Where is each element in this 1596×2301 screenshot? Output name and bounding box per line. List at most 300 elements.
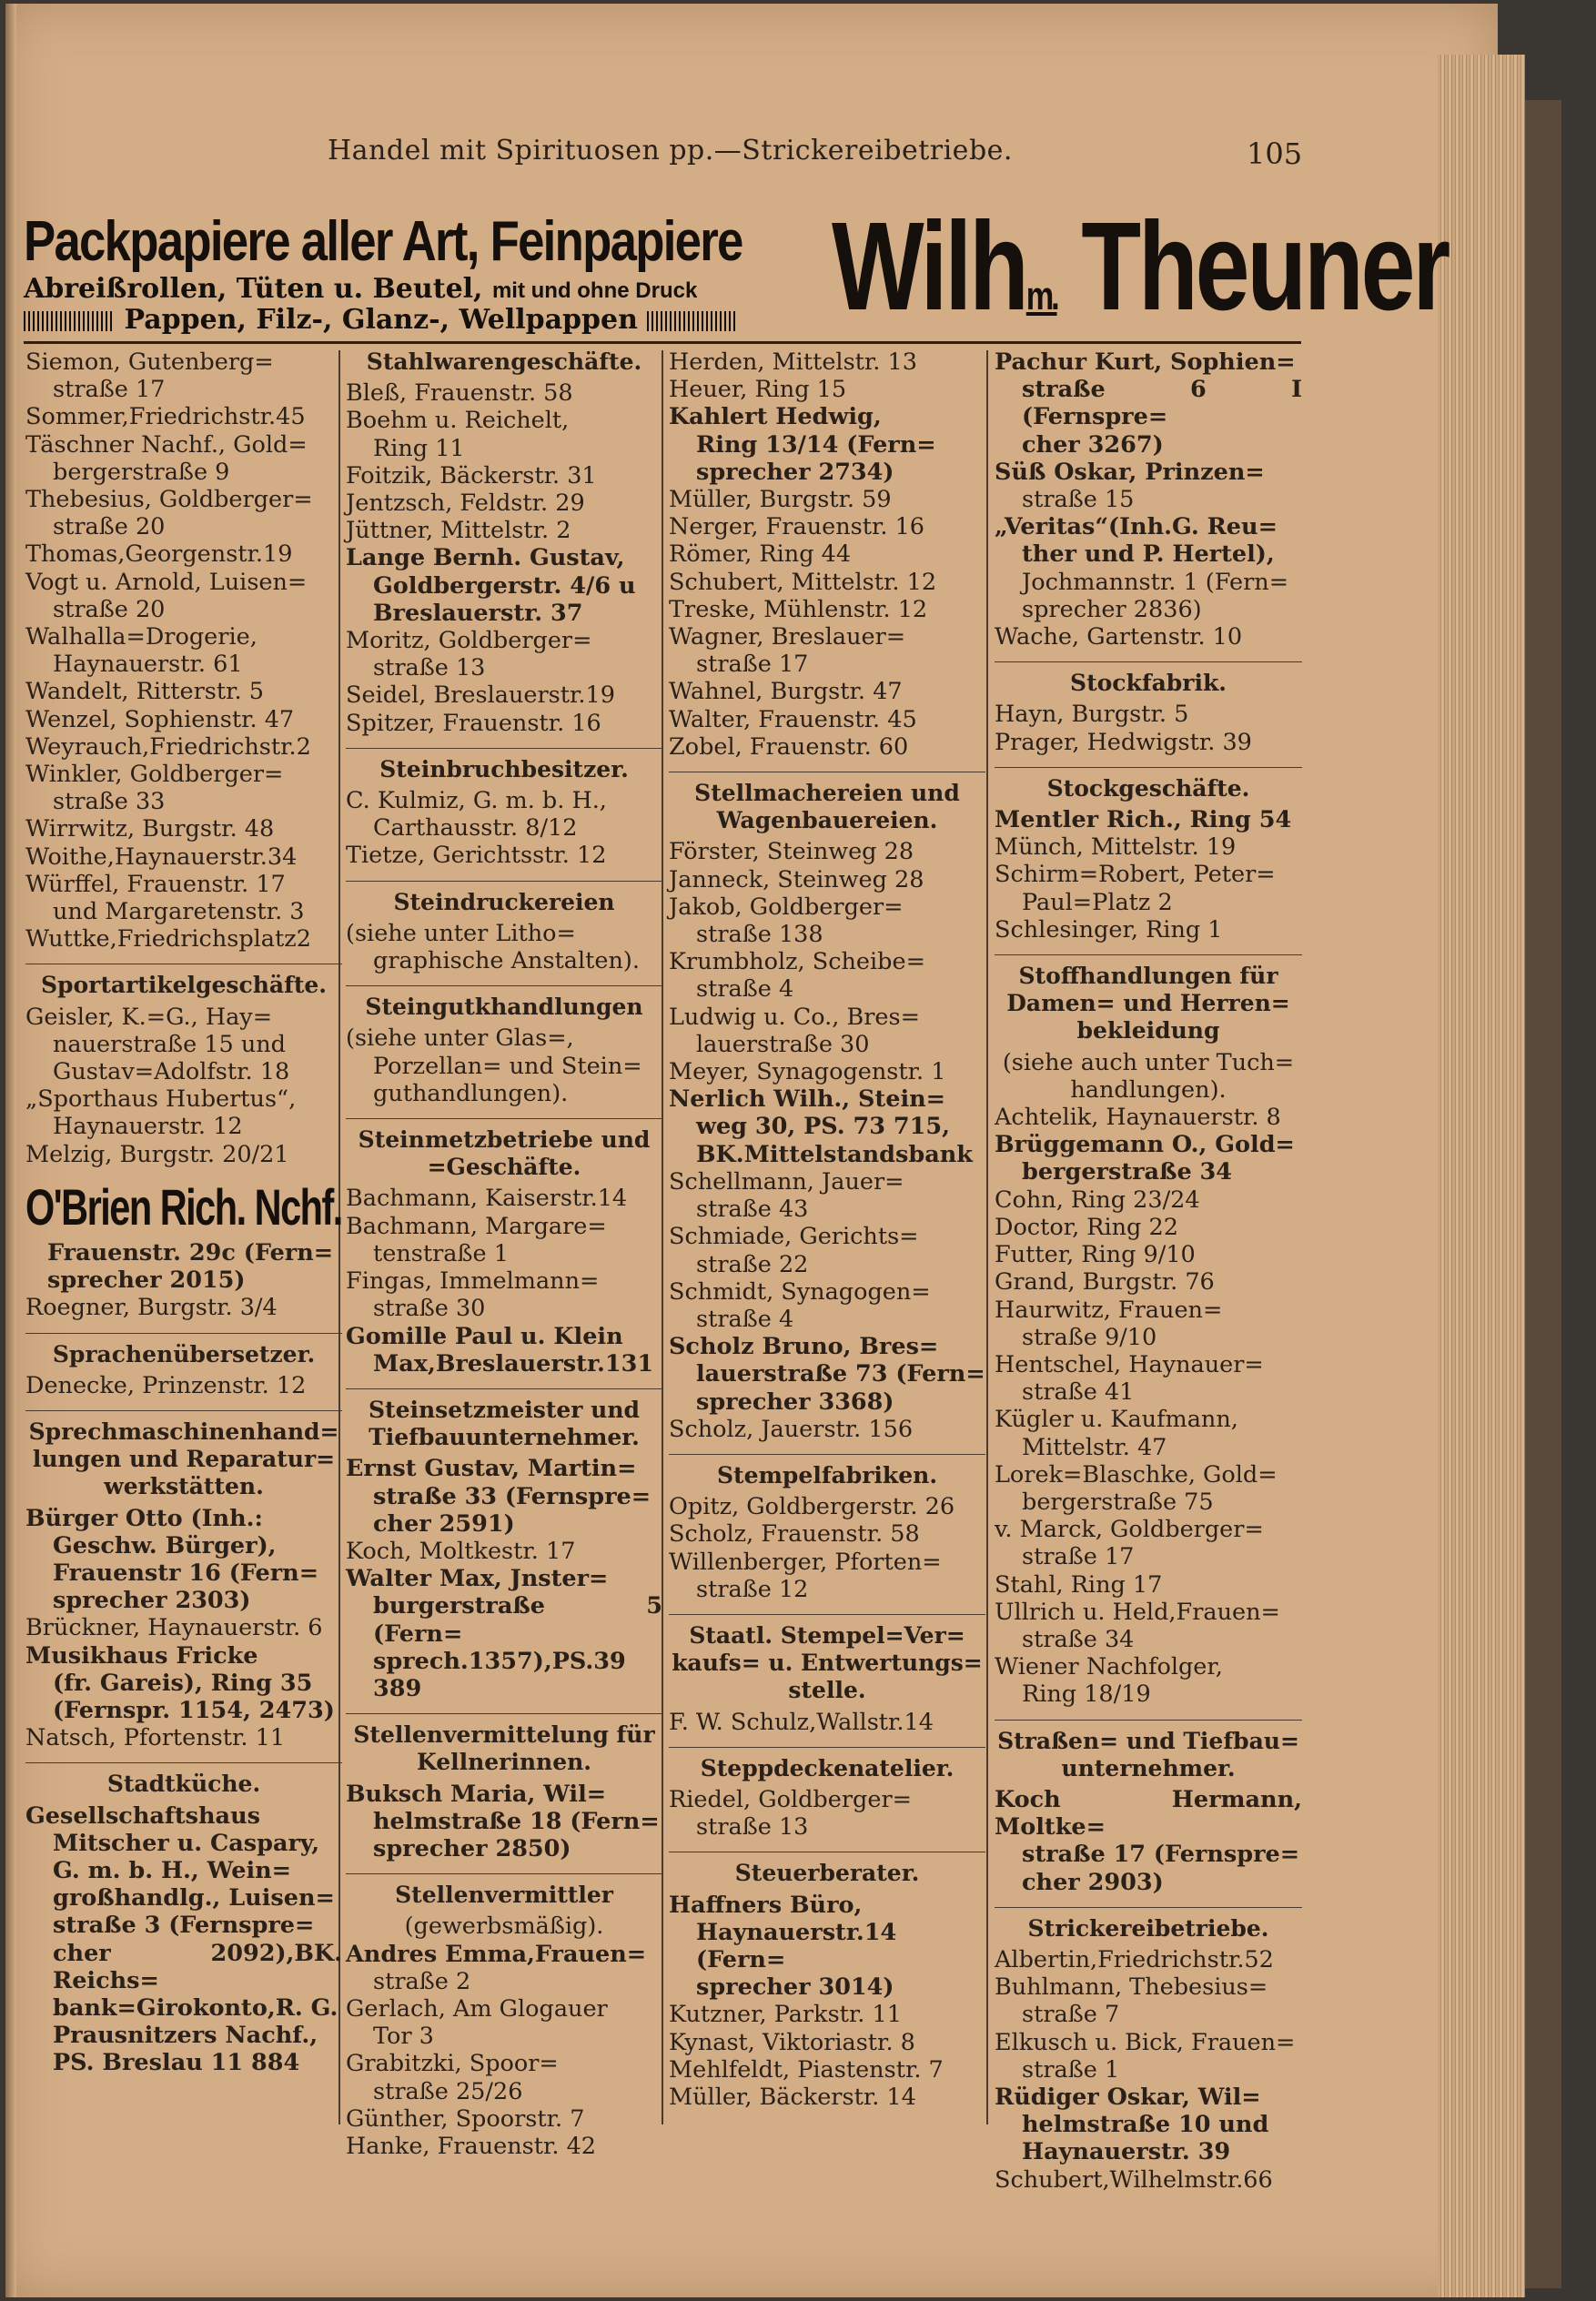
entry-name-line: Hanke, Frauenstr. 42 (346, 2132, 597, 2160)
entry-name-line: Musikhaus Fricke (25, 1641, 258, 1670)
entry-name-line: Schubert, Mittelstr. 12 (669, 568, 937, 596)
directory-entry (346, 2133, 662, 2160)
directory-entry (669, 2056, 985, 2084)
entry-name-line: (siehe unter Litho= (346, 919, 576, 947)
entry-address-line: bank=Girokonto,R. G. (53, 1993, 338, 2022)
column-1 (25, 348, 342, 2132)
entry-address-line: straße 25/26 (373, 2077, 523, 2105)
entry-address-line: nauerstraße 15 und (53, 1030, 287, 1058)
entry-address-line: straße 17 (696, 651, 809, 679)
entry-address-line: Paul=Platz 2 (1022, 888, 1173, 916)
entry-name-line: Scholz Bruno, Bres= (669, 1333, 939, 1361)
entry-name-line: Schellmann, Jauer= (669, 1167, 904, 1196)
entry-address-line: straße 138 (696, 921, 823, 949)
directory-entry (25, 1141, 342, 1168)
entry-name-line: (siehe unter Glas=, (346, 1024, 574, 1053)
section-heading: Steinbruchbesitzer. (346, 748, 662, 783)
directory-entry (669, 623, 985, 678)
entry-address-line: Haynauerstr.14 (Fern= (696, 1918, 897, 1973)
entry-name-line: Müller, Burgstr. 59 (669, 486, 892, 514)
entry-name-line: Cohn, Ring 23/24 (995, 1186, 1200, 1214)
directory-entry (346, 1024, 662, 1107)
section-heading: Stempelfabriken. (669, 1454, 985, 1489)
directory-entry (346, 544, 662, 627)
directory-entry (995, 348, 1302, 459)
entry-name-line: Winkler, Goldberger= (25, 761, 284, 789)
entry-address-line: Mitscher u. Caspary, (53, 1829, 320, 1857)
section-heading: Staatl. Stempel=Ver= kaufs= u. Entwertungs= stelle. (669, 1614, 985, 1705)
directory-entry (25, 761, 342, 815)
entry-name-line: Thomas,Georgenstr.19 (25, 540, 293, 569)
entry-name-line: Spitzer, Frauenstr. 16 (346, 709, 601, 737)
entry-address-line: sprecher 2303) (53, 1587, 251, 1615)
entry-name-line: Wiener Nachfolger, (995, 1653, 1223, 1681)
entry-name-line: Woithe,Haynauerstr.34 (25, 843, 298, 871)
directory-entry (346, 1565, 662, 1702)
barcode-ornament-left (24, 311, 115, 331)
directory-entry (346, 1538, 662, 1565)
entry-name-line: F. W. Schulz,Wallstr.14 (669, 1708, 934, 1736)
entry-name-line: Ludwig u. Co., Bres= (669, 1003, 920, 1031)
entry-name-line: Wandelt, Ritterstr. 5 (25, 678, 264, 706)
directory-entry (669, 1892, 985, 2002)
entry-name-line: Kutzner, Parkstr. 11 (669, 2001, 902, 2029)
entry-address-line: straße 22 (696, 1250, 809, 1278)
directory-entry (669, 596, 985, 623)
entry-name-line: Andres Emma,Frauen= (346, 1940, 647, 1968)
entry-address-line: Ring 11 (373, 434, 465, 462)
entry-address-line: straße 17 (Fernspre= (1022, 1841, 1300, 1869)
directory-entry (669, 866, 985, 893)
entry-address-line: Tor 3 (373, 2023, 434, 2051)
entry-name-line: Scholz, Frauenstr. 58 (669, 1520, 920, 1549)
entry-name-line: Fingas, Immelmann= (346, 1267, 600, 1296)
entry-name-line: Gerlach, Am Glogauer (346, 1994, 608, 2023)
directory-entry (995, 1104, 1302, 1131)
directory-entry (669, 2084, 985, 2111)
entry-name-line: Prager, Hedwigstr. 39 (995, 728, 1252, 756)
directory-entry (995, 916, 1302, 944)
column-divider (986, 350, 988, 2124)
directory-entry (995, 833, 1302, 861)
entry-name-line: Stahl, Ring 17 (995, 1570, 1163, 1599)
section-heading: Steingutkhandlungen (346, 985, 662, 1021)
directory-entry (346, 1323, 662, 1378)
column-2 (346, 348, 662, 2160)
directory-entry (346, 1185, 662, 1212)
entry-address-line: (Fernspr. 1154, 2473) (53, 1696, 335, 1724)
entry-name-line: Mentler Rich., Ring 54 (995, 806, 1292, 834)
entry-address-line: Prausnitzers Nachf., (53, 2022, 318, 2050)
entry-name-line: Kynast, Viktoriastr. 8 (669, 2028, 915, 2056)
directory-entry (669, 486, 985, 513)
directory-entry (995, 1131, 1302, 1186)
entry-name-line: Walter Max, Jnster= (346, 1565, 609, 1593)
entry-address-line: Max,Breslauerstr.131 (373, 1349, 654, 1378)
entry-address-line: straße 20 (53, 513, 166, 541)
advert-line-3-text: Pappen, Filz-, Glanz-, Wellpappen (124, 304, 638, 336)
directory-entry (346, 710, 662, 737)
entry-name-line: „Veritas“(Inh.G. Reu= (995, 513, 1278, 541)
entry-address-line: Mittelstr. 47 (1022, 1433, 1167, 1461)
entry-address-line: sprech.1357),PS.39 389 (373, 1647, 626, 1702)
section-heading: Steppdeckenatelier. (669, 1747, 985, 1782)
entry-name-line: Vogt u. Arnold, Luisen= (25, 568, 308, 596)
entry-name-line: Wagner, Breslauer= (669, 623, 906, 651)
entry-address-line: straße 33 (53, 788, 166, 816)
directory-entry (995, 806, 1302, 833)
entry-name-line: Bleß, Frauenstr. 58 (346, 379, 573, 408)
advert-line-3 (24, 304, 738, 336)
entry-name-line: Kahlert Hedwig, (669, 403, 882, 431)
entry-name-line: Römer, Ring 44 (669, 540, 852, 569)
entry-name-line: Jakob, Goldberger= (669, 893, 904, 921)
directory-entry (25, 678, 342, 705)
entry-name-line: Riedel, Goldberger= (669, 1785, 913, 1813)
directory-entry (669, 348, 985, 376)
entry-address-line: straße 15 (1022, 486, 1135, 514)
firm-name-first: Wilh (832, 197, 1026, 337)
directory-entry (995, 1973, 1302, 2028)
entry-name-line: Roegner, Burgstr. 3/4 (25, 1294, 278, 1322)
directory-entry (995, 1599, 1302, 1653)
entry-address-line: straße 6 I (Fernspre= (1022, 376, 1302, 431)
directory-entry (25, 1505, 342, 1615)
page-number: 105 (1247, 136, 1303, 171)
entry-name-line: Buksch Maria, Wil= (346, 1780, 607, 1808)
firm-name-last: Theuner (1081, 197, 1449, 337)
entry-address-line: helmstraße 10 und (1022, 2111, 1269, 2139)
section-heading: Stoffhandlungen für Damen= und Herren= bekleidung (995, 954, 1302, 1045)
top-rule (24, 341, 1301, 344)
directory-entry (669, 569, 985, 596)
entry-address-line: sprecher 2850) (373, 1834, 571, 1862)
advert-line-2 (24, 273, 697, 305)
entry-name-line: Scholz, Jauerstr. 156 (669, 1415, 914, 1443)
directory-entry (669, 2001, 985, 2028)
directory-entry (995, 2029, 1302, 2084)
entry-name-line: Thebesius, Goldberger= (25, 486, 313, 514)
entry-name-line: Grabitzki, Spoor= (346, 2050, 559, 2078)
entry-address-line: cher 3267) (1022, 430, 1164, 459)
section-heading: Stellenvermittler (346, 1873, 662, 1909)
directory-entry (669, 1493, 985, 1520)
directory-entry (25, 871, 342, 925)
entry-address-line: PS. Breslau 11 884 (53, 2049, 300, 2077)
entry-address-line: straße 34 (1022, 1625, 1135, 1653)
directory-entry (346, 489, 662, 517)
directory-entry (346, 1267, 662, 1322)
page-fold-shadow (5, 4, 16, 2297)
directory-entry (669, 1786, 985, 1841)
directory-entry (669, 733, 985, 761)
entry-name-line: Melzig, Burgstr. 20/21 (25, 1140, 289, 1168)
obrien-address-line: Frauenstr. 29c (Fern= (47, 1238, 334, 1267)
entry-address-line: weg 30, PS. 73 715, (696, 1113, 951, 1141)
entry-address-line: bergerstraße 9 (53, 458, 230, 486)
entry-address-line: Goldbergerstr. 4/6 u (373, 571, 636, 600)
entry-address-line: straße 33 (Fernspre= (373, 1482, 652, 1510)
directory-entry (995, 1653, 1302, 1708)
entry-name-line: Süß Oskar, Prinzen= (995, 458, 1265, 486)
directory-entry (25, 1642, 342, 1725)
directory-entry (25, 1802, 342, 2077)
entry-name-line: Mehlfeldt, Piastenstr. 7 (669, 2055, 944, 2084)
directory-entry (346, 627, 662, 681)
entry-address-line: Frauenstr 16 (Fern= (53, 1559, 319, 1587)
entry-name-line: Schubert,Wilhelmstr.66 (995, 2165, 1273, 2194)
entry-name-line: Koch, Moltkestr. 17 (346, 1537, 576, 1565)
directory-entry (346, 379, 662, 407)
entry-address-line: straße 17 (1022, 1543, 1135, 1571)
entry-address-line: straße 2 (373, 1967, 471, 1995)
directory-entry (995, 2166, 1302, 2194)
entry-name-line: Natsch, Pfortenstr. 11 (25, 1724, 286, 1752)
entry-name-line: Walhalla=Drogerie, (25, 623, 258, 651)
entry-address-line: straße 12 (696, 1575, 809, 1603)
directory-entry (669, 948, 985, 1003)
directory-entry (346, 681, 662, 709)
directory-entry (25, 1372, 342, 1399)
directory-entry (669, 1549, 985, 1603)
entry-address-line: bergerstraße 34 (1022, 1158, 1233, 1186)
barcode-ornament-right (647, 311, 738, 331)
entry-address-line: straße 13 (373, 654, 486, 682)
entry-address-line: großhandlg., Luisen= (53, 1884, 335, 1912)
entry-address-line: lauerstraße 30 (696, 1030, 870, 1058)
entry-name-line: Schmiade, Gerichts= (669, 1223, 919, 1251)
entry-address-line: cher 2591) (373, 1509, 515, 1538)
entry-address-line: bergerstraße 75 (1022, 1488, 1214, 1516)
entry-name-line: Wache, Gartenstr. 10 (995, 623, 1243, 651)
entry-address-line: Carthausstr. 8/12 (373, 814, 578, 843)
entry-name-line: Hentschel, Haynauer= (995, 1350, 1264, 1378)
entry-address-line: straße 7 (1022, 2001, 1120, 2029)
entry-name-line: Hayn, Burgstr. 5 (995, 701, 1189, 729)
directory-entry (346, 787, 662, 842)
advert-line-2-main: Abreißrollen, Tüten u. Beutel, (24, 273, 483, 305)
directory-entry (669, 1223, 985, 1277)
entry-name-line: Pachur Kurt, Sophien= (995, 348, 1296, 376)
entry-address-line: straße 1 (1022, 2055, 1120, 2084)
directory-entry (669, 1058, 985, 1085)
obrien-advert: O'Brien Rich. Nchf. (25, 1177, 342, 1236)
entry-name-line: Günther, Spoorstr. 7 (346, 2104, 585, 2133)
column-4 (995, 348, 1302, 2194)
entry-name-line: Boehm u. Reichelt, (346, 407, 570, 435)
entry-address-line: cher 2903) (1022, 1868, 1164, 1896)
directory-entry (25, 706, 342, 733)
section-heading: Stockfabrik. (995, 661, 1302, 697)
directory-entry (995, 1351, 1302, 1406)
entry-address-line: straße 41 (1022, 1378, 1135, 1407)
advert-firm-name (832, 197, 1449, 337)
entry-name-line: Schmidt, Synagogen= (669, 1277, 931, 1306)
entry-address-line: cher 2092),BK. Reichs= (53, 1939, 342, 1994)
entry-name-line: Rüdiger Oskar, Wil= (995, 2083, 1261, 2111)
entry-name-line: Siemon, Gutenberg= (25, 348, 274, 376)
entry-name-line: Sommer,Friedrichstr.45 (25, 403, 306, 431)
entry-name-line: Lorek=Blaschke, Gold= (995, 1460, 1278, 1489)
entry-name-line: C. Kulmiz, G. m. b. H., (346, 787, 607, 815)
directory-entry (346, 462, 662, 489)
entry-address-line: Porzellan= und Stein= (373, 1052, 642, 1080)
entry-address-line: Ring 13/14 (Fern= (696, 430, 936, 459)
directory-entry (25, 925, 342, 953)
entry-name-line: Wenzel, Sophienstr. 47 (25, 705, 295, 733)
directory-entry (669, 376, 985, 403)
entry-name-line: Tietze, Gerichtsstr. 12 (346, 842, 607, 870)
entry-address-line: Haynauerstr. 61 (53, 651, 243, 679)
directory-entry (669, 1278, 985, 1333)
directory-entry (995, 1214, 1302, 1241)
entry-name-line: Zobel, Frauenstr. 60 (669, 732, 909, 761)
entry-address-line: straße 3 (Fernspre= (53, 1912, 315, 1940)
directory-entry (995, 1406, 1302, 1460)
directory-entry (669, 1333, 985, 1416)
directory-entry (669, 893, 985, 948)
directory-entry (346, 1781, 662, 1863)
directory-entry (25, 569, 342, 623)
directory-entry (669, 1168, 985, 1223)
directory-entry (995, 1461, 1302, 1516)
directory-entry (995, 701, 1302, 728)
entry-address-line: Ring 18/19 (1022, 1680, 1151, 1709)
running-header: Handel mit Spirituosen pp.—Strickereibetriebe. (328, 135, 1013, 167)
directory-entry (25, 843, 342, 871)
directory-entry (669, 540, 985, 568)
directory-entry (25, 623, 342, 678)
section-heading: Sportartikelgeschäfte. (25, 964, 342, 999)
directory-entry (346, 1213, 662, 1267)
advertisement-banner (24, 197, 1449, 337)
directory-entry (995, 2084, 1302, 2166)
directory-entry (995, 729, 1302, 756)
directory-entry (25, 348, 342, 403)
directory-entry (25, 733, 342, 761)
entry-address-line: straße 9/10 (1022, 1323, 1157, 1351)
entry-name-line: Jüttner, Mittelstr. 2 (346, 517, 571, 545)
entry-name-line: Jentzsch, Feldstr. 29 (346, 489, 585, 518)
section-heading: Sprachenübersetzer. (25, 1333, 342, 1368)
directory-entry (25, 540, 342, 568)
entry-name-line: v. Marck, Goldberger= (995, 1516, 1264, 1544)
entry-address-line: sprecher 2836) (1022, 595, 1202, 623)
entry-name-line: Koch Hermann, Moltke= (995, 1785, 1302, 1842)
directory-entry (669, 403, 985, 486)
directory-entry (25, 431, 342, 486)
section-heading: Strickereibetriebe. (995, 1907, 1302, 1943)
directory-entry (995, 623, 1302, 651)
directory-entry (346, 517, 662, 544)
entry-name-line: Haurwitz, Frauen= (995, 1296, 1223, 1324)
entry-address-line: sprecher 3014) (696, 1973, 894, 2002)
directory-entry (346, 842, 662, 869)
entry-name-line: Treske, Mühlenstr. 12 (669, 595, 928, 623)
entry-address-line: straße 13 (696, 1813, 809, 1842)
entry-address-line: straße 17 (53, 376, 166, 404)
entry-name-line: Futter, Ring 9/10 (995, 1241, 1196, 1269)
directory-entry (346, 1455, 662, 1538)
directory-entry (669, 678, 985, 705)
entry-address-line: (fr. Gareis), Ring 35 (53, 1669, 313, 1697)
entry-address-line: straße 4 (696, 975, 794, 1004)
entry-name-line: Müller, Bäckerstr. 14 (669, 2083, 916, 2111)
directory-entry (669, 838, 985, 865)
entry-address-line: Haynauerstr. 39 (1022, 2138, 1231, 2166)
directory-entry (995, 1186, 1302, 1214)
advert-headline: Packpapiere aller Art, Feinpapiere (24, 210, 742, 273)
directory-entry (995, 1946, 1302, 1973)
entry-name-line: Foitzik, Bäckerstr. 31 (346, 461, 597, 489)
directory-entry (346, 1995, 662, 2050)
entry-name-line: Schirm=Robert, Peter= (995, 861, 1276, 889)
directory-entry (346, 407, 662, 461)
entry-name-line: Nerger, Frauenstr. 16 (669, 513, 925, 541)
entry-address-line: tenstraße 1 (373, 1239, 509, 1267)
obrien-address-line: sprecher 2015) (47, 1267, 246, 1295)
directory-entry (669, 1085, 985, 1168)
entry-address-line: straße 43 (696, 1196, 809, 1224)
directory-entry (669, 2029, 985, 2056)
entry-name-line: Seidel, Breslauerstr.19 (346, 681, 615, 710)
directory-entry (995, 513, 1302, 623)
section-heading: Steindruckereien (346, 881, 662, 916)
entry-name-line: Brüggemann O., Gold= (995, 1131, 1295, 1159)
entry-name-line: Ullrich u. Held,Frauen= (995, 1598, 1280, 1626)
entry-address-line: sprecher 3368) (696, 1388, 894, 1416)
directory-entry (995, 1268, 1302, 1296)
directory-entry (669, 706, 985, 733)
entry-address-line: straße 20 (53, 595, 166, 623)
entry-name-line: Wahnel, Burgstr. 47 (669, 678, 903, 706)
entry-name-line: Täschner Nachf., Gold= (25, 430, 308, 459)
entry-name-line: Ernst Gustav, Martin= (346, 1455, 637, 1483)
directory-entry (995, 861, 1302, 915)
entry-name-line: Willenberger, Pforten= (669, 1548, 942, 1576)
entry-name-line: Heuer, Ring 15 (669, 376, 847, 404)
entry-address-line: straße 30 (373, 1295, 486, 1323)
entry-name-line: Krumbholz, Scheibe= (669, 948, 925, 976)
section-heading: Stadtküche. (25, 1762, 342, 1798)
entry-name-line: Schlesinger, Ring 1 (995, 915, 1223, 944)
entry-address-line: Jochmannstr. 1 (Fern= (1022, 568, 1289, 596)
entry-name-line: Weyrauch,Friedrichstr.2 (25, 732, 311, 761)
entry-address-line: Breslauerstr. 37 (373, 599, 583, 627)
firm-name-suffix: m. (1025, 274, 1057, 318)
entry-address-line: Gustav=Adolfstr. 18 (53, 1058, 290, 1086)
entry-name-line: Brückner, Haynauerstr. 6 (25, 1614, 323, 1642)
section-heading: Stellenvermittelung für Kellnerinnen. (346, 1713, 662, 1776)
entry-address-line: helmstraße 18 (Fern= (373, 1807, 660, 1835)
directory-entry (995, 1297, 1302, 1351)
directory-entry (25, 1085, 342, 1140)
entry-address-line: lauerstraße 73 (Fern= (696, 1360, 985, 1388)
section-heading: Steuerberater. (669, 1852, 985, 1887)
section-heading: Stahlwarengeschäfte. (366, 348, 642, 375)
entry-name-line: Moritz, Goldberger= (346, 627, 592, 655)
entry-name-line: Bürger Otto (Inh.: (25, 1504, 263, 1532)
entry-name-line: Walter, Frauenstr. 45 (669, 705, 917, 733)
directory-entry (25, 1294, 342, 1321)
entry-name-line: Grand, Burgstr. 76 (995, 1268, 1215, 1297)
entry-name-line: Würffel, Frauenstr. 17 (25, 870, 286, 898)
entry-name-line: Gesellschaftshaus (25, 1801, 260, 1830)
entry-name-line: Albertin,Friedrichstr.52 (995, 1945, 1274, 1973)
directory-entry (346, 2050, 662, 2104)
entry-address-line: ther und P. Hertel), (1022, 540, 1275, 569)
entry-name-line: Doctor, Ring 22 (995, 1213, 1178, 1241)
